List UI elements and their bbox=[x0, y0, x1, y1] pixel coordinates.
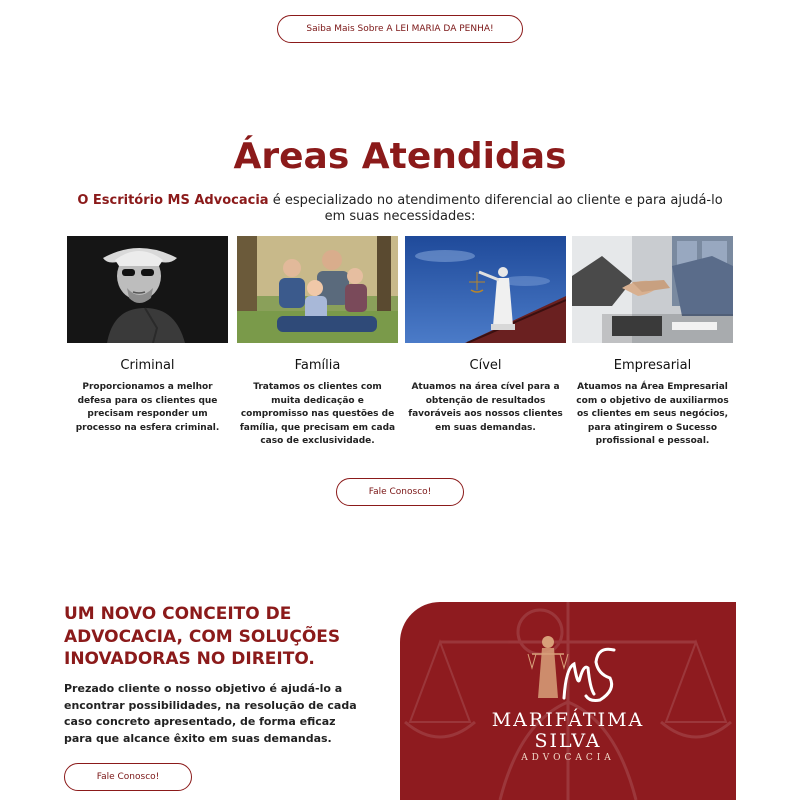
contact-button[interactable]: Fale Conosco! bbox=[336, 478, 464, 506]
family-photo bbox=[237, 236, 398, 343]
card-description: Atuamos na área cível para a obtenção de resultados favoráveis aos nossos clientes em suas demandas. bbox=[408, 382, 563, 433]
card-title: Empresarial bbox=[613, 358, 692, 373]
intro-brand: O Escritório MS Advocacia bbox=[77, 193, 269, 208]
concept-text: Prezado cliente o nosso objetivo é ajudá-lo a encontrar possibilidades, na resolução de cada caso concreto apresentado, de forma eficaz para que alcance êxito em suas demandas. bbox=[64, 682, 357, 745]
brand-name bbox=[400, 710, 736, 752]
card-description: Proporcionamos a melhor defesa para os clientes que precisam responder um processo na esfera criminal. bbox=[75, 382, 220, 433]
areas-title: Áreas Atendidas bbox=[233, 136, 567, 177]
card-civel bbox=[405, 236, 566, 435]
card-description: Atuamos na Área Empresarial com o objetivo de auxiliarmos os clientes em seus negócios, para atingirem o Sucesso profissional e pessoal. bbox=[576, 382, 729, 446]
brand-subtitle: ADVOCACIA bbox=[521, 753, 615, 763]
intro-text: é especializado no atendimento diferencial ao cliente e para ajudá-lo em suas necessidades: bbox=[268, 193, 723, 224]
card-title: Família bbox=[294, 358, 341, 373]
card-title: Criminal bbox=[120, 358, 175, 373]
brand-name-line2: SILVA bbox=[534, 730, 602, 752]
contact-button-secondary[interactable]: Fale Conosco! bbox=[64, 763, 192, 791]
handshake-photo bbox=[572, 236, 733, 343]
card-empresarial bbox=[572, 236, 733, 449]
card-familia bbox=[237, 236, 398, 449]
card-criminal bbox=[67, 236, 228, 435]
man-in-hat-photo bbox=[67, 236, 228, 343]
card-title: Cível bbox=[469, 358, 502, 373]
justice-statue-photo bbox=[405, 236, 566, 343]
brand-name-line1: MARIFÁTIMA bbox=[491, 709, 645, 731]
lei-maria-da-penha-button[interactable]: Saiba Mais Sobre A LEI MARIA DA PENHA! bbox=[277, 15, 523, 43]
brand-panel bbox=[400, 602, 736, 800]
card-description: Tratamos os clientes com muita dedicação e compromisso nas questões de família, que precisam em cada caso de exclusividade. bbox=[239, 382, 396, 446]
concept-title: UM NOVO CONCEITO DE ADVOCACIA, COM SOLUÇÕES INOVADORAS NO DIREITO. bbox=[64, 604, 341, 669]
ms-logo-icon bbox=[518, 628, 618, 708]
areas-intro bbox=[70, 193, 730, 225]
